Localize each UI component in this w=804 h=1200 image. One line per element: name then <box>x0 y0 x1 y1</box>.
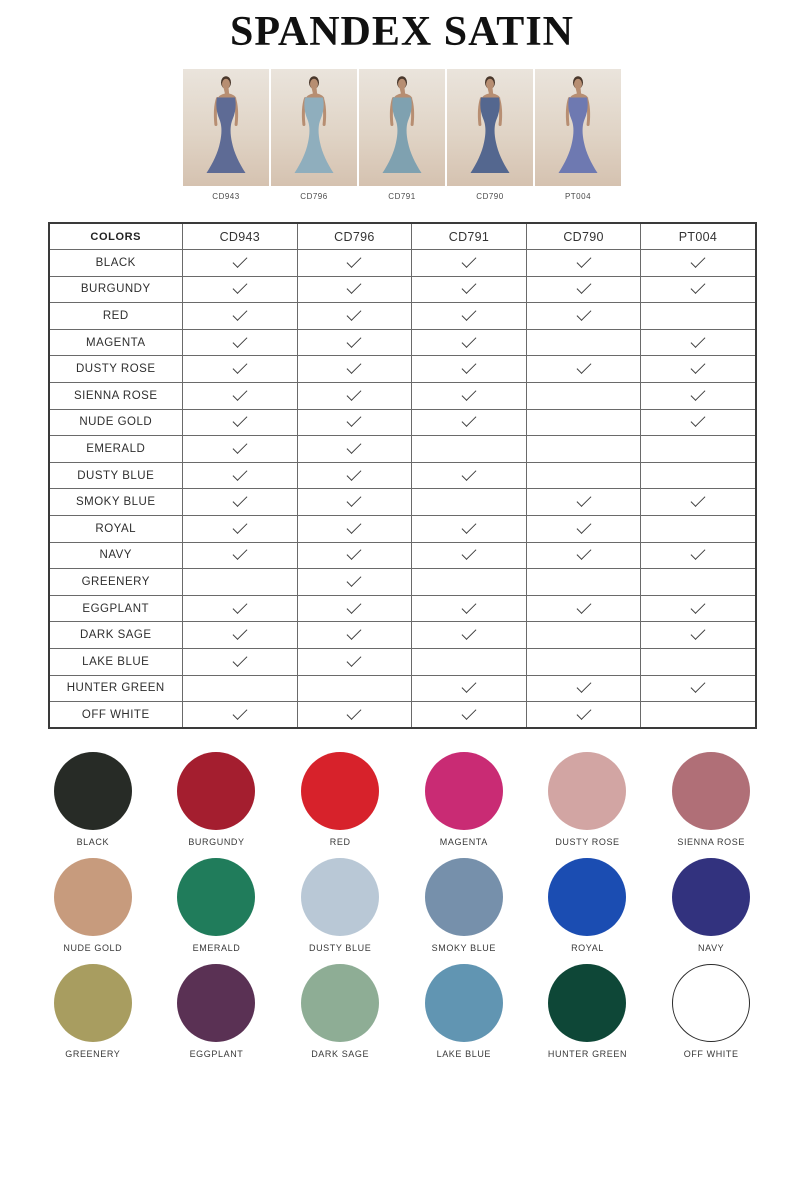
availability-cell <box>183 276 298 303</box>
availability-cell <box>526 622 641 649</box>
model-shoulders <box>394 88 413 99</box>
availability-cell <box>183 516 298 543</box>
availability-cell <box>526 436 641 463</box>
availability-cell <box>412 542 527 569</box>
check-icon <box>347 413 362 428</box>
availability-cell <box>183 383 298 410</box>
product-code: CD943 <box>212 192 240 201</box>
swatch <box>649 858 773 953</box>
availability-cell <box>641 436 756 463</box>
swatch-label: DUSTY BLUE <box>308 943 372 954</box>
availability-table-body <box>49 250 756 729</box>
color-name-cell: DUSTY BLUE <box>49 462 183 489</box>
swatch-color-circle <box>548 752 626 830</box>
availability-cell <box>526 303 641 330</box>
availability-cell <box>297 489 412 516</box>
product-code: CD796 <box>300 192 328 201</box>
check-icon <box>232 599 247 614</box>
swatch-label: BLACK <box>76 837 110 848</box>
check-icon <box>462 386 477 401</box>
availability-cell <box>526 542 641 569</box>
check-icon <box>347 625 362 640</box>
availability-cell <box>412 595 527 622</box>
availability-cell <box>297 356 412 383</box>
check-icon <box>691 253 706 268</box>
swatch <box>31 752 155 847</box>
product-code: CD790 <box>476 192 504 201</box>
availability-cell <box>183 329 298 356</box>
dress-shape <box>295 98 334 174</box>
model-shoulders <box>482 88 501 99</box>
availability-cell <box>641 356 756 383</box>
swatch-label: EMERALD <box>192 943 241 954</box>
check-icon <box>691 545 706 560</box>
check-icon <box>462 625 477 640</box>
check-icon <box>691 333 706 348</box>
swatch-label: ROYAL <box>571 943 604 954</box>
availability-cell <box>641 276 756 303</box>
table-row <box>49 383 756 410</box>
color-name-cell: NAVY <box>49 542 183 569</box>
check-icon <box>462 678 477 693</box>
dress-shape <box>471 98 510 174</box>
check-icon <box>576 705 591 720</box>
check-icon <box>691 413 706 428</box>
check-icon <box>462 466 477 481</box>
check-icon <box>691 678 706 693</box>
availability-cell <box>641 516 756 543</box>
check-icon <box>462 333 477 348</box>
availability-cell <box>412 622 527 649</box>
swatch-label: BURGUNDY <box>188 837 245 848</box>
check-icon <box>232 652 247 667</box>
color-name-cell: EGGPLANT <box>49 595 183 622</box>
table-row <box>49 462 756 489</box>
swatch <box>526 858 650 953</box>
check-icon <box>232 545 247 560</box>
swatch <box>155 964 279 1059</box>
availability-cell <box>526 462 641 489</box>
color-name-cell: BURGUNDY <box>49 276 183 303</box>
check-icon <box>347 545 362 560</box>
dress-illustration <box>359 69 445 186</box>
availability-cell <box>641 649 756 676</box>
availability-cell <box>412 569 527 596</box>
check-icon <box>347 519 362 534</box>
availability-cell <box>641 409 756 436</box>
swatch <box>31 964 155 1059</box>
availability-cell <box>412 462 527 489</box>
availability-cell <box>641 675 756 702</box>
availability-cell <box>297 649 412 676</box>
check-icon <box>576 359 591 374</box>
product-photo <box>447 69 533 186</box>
check-icon <box>691 386 706 401</box>
swatch-color-circle <box>672 858 750 936</box>
color-name-cell: SMOKY BLUE <box>49 489 183 516</box>
check-icon <box>347 599 362 614</box>
availability-cell <box>297 462 412 489</box>
product-header-cell-cd791: CD791 <box>412 223 527 250</box>
availability-cell <box>526 569 641 596</box>
availability-cell <box>412 356 527 383</box>
product-card <box>359 69 445 201</box>
check-icon <box>232 466 247 481</box>
check-icon <box>576 280 591 295</box>
availability-cell <box>412 516 527 543</box>
check-icon <box>462 253 477 268</box>
swatch <box>402 752 526 847</box>
swatch-label: EGGPLANT <box>189 1049 244 1060</box>
check-icon <box>691 599 706 614</box>
color-name-cell: BLACK <box>49 250 183 277</box>
availability-cell <box>412 276 527 303</box>
product-card <box>183 69 269 201</box>
product-card <box>535 69 621 201</box>
check-icon <box>232 359 247 374</box>
swatch-color-circle <box>301 752 379 830</box>
table-header-row <box>49 223 756 250</box>
check-icon <box>232 333 247 348</box>
swatch <box>526 752 650 847</box>
swatch <box>402 858 526 953</box>
product-header-cell-cd796: CD796 <box>297 223 412 250</box>
color-name-cell: SIENNA ROSE <box>49 383 183 410</box>
check-icon <box>232 519 247 534</box>
color-name-cell: MAGENTA <box>49 329 183 356</box>
swatch-color-circle <box>425 752 503 830</box>
dress-illustration <box>183 69 269 186</box>
table-row <box>49 595 756 622</box>
availability-cell <box>183 622 298 649</box>
product-header-cell-cd943: CD943 <box>183 223 298 250</box>
swatch-color-circle <box>301 964 379 1042</box>
swatch-color-circle <box>672 752 750 830</box>
table-row <box>49 675 756 702</box>
availability-cell <box>526 329 641 356</box>
swatch-label: HUNTER GREEN <box>547 1049 628 1060</box>
dress-shape <box>559 98 598 174</box>
availability-cell <box>526 250 641 277</box>
dress-illustration <box>447 69 533 186</box>
model-shoulders <box>306 88 325 99</box>
availability-cell <box>641 622 756 649</box>
swatch-color-circle <box>301 858 379 936</box>
check-icon <box>576 599 591 614</box>
availability-cell <box>183 436 298 463</box>
color-name-cell: HUNTER GREEN <box>49 675 183 702</box>
availability-table <box>48 222 757 729</box>
availability-cell <box>641 250 756 277</box>
table-row <box>49 276 756 303</box>
check-icon <box>347 359 362 374</box>
check-icon <box>691 492 706 507</box>
check-icon <box>462 359 477 374</box>
check-icon <box>576 306 591 321</box>
table-row <box>49 702 756 729</box>
swatch-color-circle <box>177 964 255 1042</box>
swatch-color-circle <box>54 752 132 830</box>
availability-cell <box>526 276 641 303</box>
availability-cell <box>641 383 756 410</box>
table-row <box>49 569 756 596</box>
product-photo <box>183 69 269 186</box>
availability-cell <box>412 489 527 516</box>
availability-cell <box>183 595 298 622</box>
product-photo <box>535 69 621 186</box>
check-icon <box>232 625 247 640</box>
availability-cell <box>183 542 298 569</box>
swatch-color-circle <box>672 964 750 1042</box>
swatch-label: GREENERY <box>65 1049 121 1060</box>
availability-cell <box>297 250 412 277</box>
table-row <box>49 436 756 463</box>
dress-illustration <box>271 69 357 186</box>
check-icon <box>691 280 706 295</box>
swatch-color-circle <box>425 964 503 1042</box>
swatch-label: OFF WHITE <box>683 1049 739 1060</box>
availability-cell <box>297 409 412 436</box>
availability-cell <box>526 702 641 729</box>
check-icon <box>347 333 362 348</box>
availability-cell <box>641 303 756 330</box>
table-row <box>49 356 756 383</box>
model-shoulders <box>218 88 237 99</box>
check-icon <box>347 386 362 401</box>
availability-cell <box>183 303 298 330</box>
check-icon <box>576 545 591 560</box>
color-name-cell: GREENERY <box>49 569 183 596</box>
swatch-color-circle <box>54 858 132 936</box>
swatch <box>649 964 773 1059</box>
check-icon <box>347 466 362 481</box>
availability-cell <box>412 675 527 702</box>
product-photo <box>359 69 445 186</box>
availability-cell <box>641 542 756 569</box>
table-row <box>49 489 756 516</box>
check-icon <box>347 652 362 667</box>
availability-cell <box>297 542 412 569</box>
availability-cell <box>526 675 641 702</box>
check-icon <box>347 253 362 268</box>
color-name-cell: DARK SAGE <box>49 622 183 649</box>
table-row <box>49 250 756 277</box>
availability-cell <box>183 569 298 596</box>
swatch-color-circle <box>425 858 503 936</box>
swatch-color-circle <box>548 858 626 936</box>
availability-cell <box>412 329 527 356</box>
availability-cell <box>641 329 756 356</box>
swatch-label: SMOKY BLUE <box>431 943 496 954</box>
swatch <box>155 858 279 953</box>
check-icon <box>576 519 591 534</box>
check-icon <box>347 572 362 587</box>
availability-cell <box>641 569 756 596</box>
availability-cell <box>412 649 527 676</box>
check-icon <box>576 253 591 268</box>
color-name-cell: EMERALD <box>49 436 183 463</box>
swatch <box>31 858 155 953</box>
table-row <box>49 622 756 649</box>
swatch-label: SIENNA ROSE <box>677 837 745 848</box>
availability-cell <box>412 383 527 410</box>
colors-header-cell: COLORS <box>49 223 183 250</box>
check-icon <box>347 705 362 720</box>
availability-cell <box>526 356 641 383</box>
check-icon <box>232 413 247 428</box>
availability-cell <box>526 383 641 410</box>
swatch-label: NUDE GOLD <box>63 943 123 954</box>
availability-cell <box>183 649 298 676</box>
check-icon <box>462 599 477 614</box>
swatch <box>526 964 650 1059</box>
availability-cell <box>526 489 641 516</box>
availability-cell <box>297 675 412 702</box>
availability-cell <box>641 489 756 516</box>
check-icon <box>347 492 362 507</box>
check-icon <box>232 439 247 454</box>
check-icon <box>347 439 362 454</box>
swatch <box>402 964 526 1059</box>
swatch-legend <box>31 752 773 1059</box>
availability-cell <box>412 303 527 330</box>
availability-cell <box>297 595 412 622</box>
availability-cell <box>183 702 298 729</box>
availability-cell <box>526 649 641 676</box>
model-shoulders <box>570 88 589 99</box>
product-card <box>271 69 357 201</box>
check-icon <box>232 705 247 720</box>
check-icon <box>691 625 706 640</box>
check-icon <box>462 413 477 428</box>
swatch-label: DUSTY ROSE <box>555 837 620 848</box>
check-icon <box>232 386 247 401</box>
availability-cell <box>297 569 412 596</box>
product-header-cell-pt004: PT004 <box>641 223 756 250</box>
check-icon <box>462 306 477 321</box>
check-icon <box>691 359 706 374</box>
swatch <box>278 964 402 1059</box>
table-row <box>49 409 756 436</box>
availability-cell <box>526 595 641 622</box>
swatch-label: DARK SAGE <box>311 1049 370 1060</box>
swatch <box>155 752 279 847</box>
product-card <box>447 69 533 201</box>
check-icon <box>462 519 477 534</box>
table-row <box>49 329 756 356</box>
availability-cell <box>183 250 298 277</box>
check-icon <box>576 492 591 507</box>
dress-shape <box>207 98 246 174</box>
product-header-cell-cd790: CD790 <box>526 223 641 250</box>
availability-cell <box>297 622 412 649</box>
availability-cell <box>412 250 527 277</box>
swatch-label: LAKE BLUE <box>436 1049 492 1060</box>
availability-cell <box>641 462 756 489</box>
swatch-color-circle <box>548 964 626 1042</box>
product-strip <box>0 69 804 201</box>
check-icon <box>232 492 247 507</box>
dress-illustration <box>535 69 621 186</box>
check-icon <box>576 678 591 693</box>
check-icon <box>462 280 477 295</box>
swatch-label: RED <box>329 837 351 848</box>
swatch <box>278 858 402 953</box>
table-row <box>49 649 756 676</box>
availability-cell <box>297 276 412 303</box>
availability-cell <box>297 516 412 543</box>
availability-cell <box>297 436 412 463</box>
check-icon <box>462 705 477 720</box>
availability-cell <box>183 356 298 383</box>
table-row <box>49 516 756 543</box>
swatch-color-circle <box>177 858 255 936</box>
product-photo <box>271 69 357 186</box>
color-name-cell: DUSTY ROSE <box>49 356 183 383</box>
availability-cell <box>183 489 298 516</box>
table-row <box>49 542 756 569</box>
swatch-label: MAGENTA <box>439 837 488 848</box>
product-code: CD791 <box>388 192 416 201</box>
availability-cell <box>412 702 527 729</box>
color-name-cell: LAKE BLUE <box>49 649 183 676</box>
swatch <box>278 752 402 847</box>
availability-cell <box>641 595 756 622</box>
color-name-cell: ROYAL <box>49 516 183 543</box>
check-icon <box>232 280 247 295</box>
availability-cell <box>297 329 412 356</box>
availability-cell <box>183 675 298 702</box>
color-name-cell: RED <box>49 303 183 330</box>
swatch-label: NAVY <box>698 943 725 954</box>
availability-cell <box>641 702 756 729</box>
swatch <box>649 752 773 847</box>
availability-cell <box>183 462 298 489</box>
availability-cell <box>526 409 641 436</box>
availability-cell <box>183 409 298 436</box>
availability-cell <box>297 702 412 729</box>
availability-cell <box>412 436 527 463</box>
check-icon <box>462 545 477 560</box>
availability-cell <box>297 383 412 410</box>
dress-shape <box>383 98 422 174</box>
availability-cell <box>526 516 641 543</box>
availability-cell <box>297 303 412 330</box>
check-icon <box>232 253 247 268</box>
page-title: SPANDEX SATIN <box>230 9 574 55</box>
swatch-color-circle <box>177 752 255 830</box>
availability-cell <box>412 409 527 436</box>
check-icon <box>347 280 362 295</box>
product-code: PT004 <box>564 192 592 201</box>
table-row <box>49 303 756 330</box>
swatch-color-circle <box>54 964 132 1042</box>
color-name-cell: OFF WHITE <box>49 702 183 729</box>
color-name-cell: NUDE GOLD <box>49 409 183 436</box>
check-icon <box>232 306 247 321</box>
check-icon <box>347 306 362 321</box>
